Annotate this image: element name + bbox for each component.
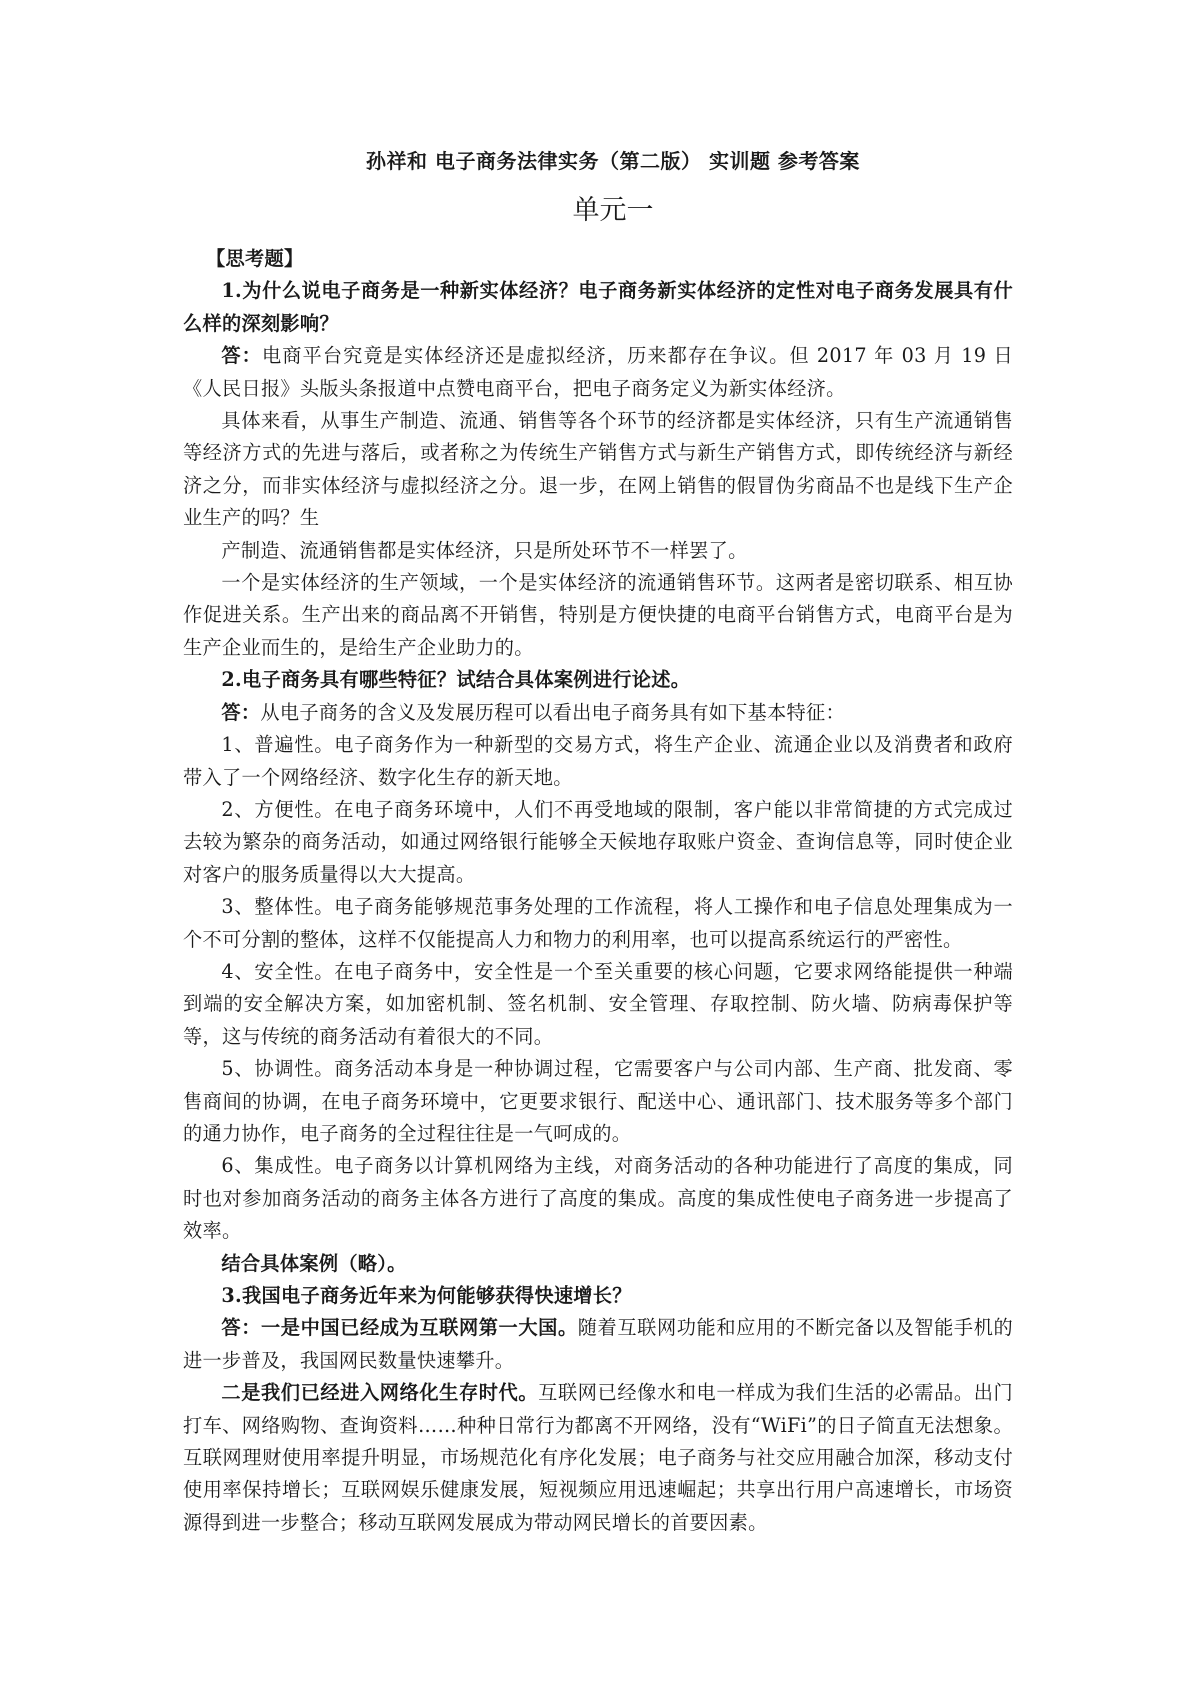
feature-item-6: 6、集成性。电子商务以计算机网络为主线，对商务活动的各种功能进行了高度的集成，同时也对参加商务活动的商务主体各方进行了高度的集成。高度的集成性使电子商务进一步提高了效率。 [183, 1154, 1013, 1243]
feature-item-5: 5、协调性。商务活动本身是一种协调过程，它需要客户与公司内部、生产商、批发商、零售商间的协调，在电子商务环境中，它更要求银行、配送中心、通讯部门、技术服务等多个部门的通力协作，电子商务的全过程往往是一气呵成的。 [183, 1057, 1013, 1145]
answer-1-text: 电商平台究竟是实体经济还是虚拟经济，历来都存在争议。但 2017 年 03 月 19 日《人民日报》头版头条报道中点赞电商平台，把电子商务定义为新实体经济。 [183, 344, 1013, 400]
document-title: 孙祥和 电子商务法律实务（第二版） 实训题 参考答案 [366, 149, 860, 173]
answer-1-paragraph-2: 具体来看，从事生产制造、流通、销售等各个环节的经济都是实体经济，只有生产流通销售等经济方式的先进与落后，或者称之为传统生产销售方式与新生产销售方式，即传统经济与新经济之分，而非实体经济与虚拟经济之分。退一步，在网上销售的假冒伪劣商品不也是线下生产企业生产的吗？生 [183, 409, 1013, 530]
answer-3-point-1 [183, 1312, 1013, 1377]
unit-heading: 单元一 [572, 195, 654, 226]
answer-1-paragraph-4: 一个是实体经济的生产领域，一个是实体经济的流通销售环节。这两者是密切联系、相互协作促进关系。生产出来的商品离不开销售，特别是方便快捷的电商平台销售方式，电商平台是为生产企业而生的，是给生产企业助力的。 [183, 571, 1013, 659]
question-1: 1.为什么说电子商务是一种新实体经济？电子商务新实体经济的定性对电子商务发展具有什么样的深刻影响？ [183, 279, 1013, 335]
document-body [183, 145, 1013, 1539]
answer-3-point-2 [183, 1377, 1013, 1539]
answer-2-text: 从电子商务的含义及发展历程可以看出电子商务具有如下基本特征： [260, 700, 845, 724]
answer-1-paragraph-3: 产制造、流通销售都是实体经济，只是所处环节不一样罢了。 [221, 538, 748, 562]
feature-item-2: 2、方便性。在电子商务环境中，人们不再受地域的限制，客户能以非常简捷的方式完成过去较为繁杂的商务活动，如通过网络银行能够全天候地存取账户资金、查询信息等，同时使企业对客户的服务质量得以大大提高。 [183, 797, 1013, 886]
case-note: 结合具体案例（略）。 [221, 1251, 407, 1275]
question-3: 3.我国电子商务近年来为何能够获得快速增长？ [221, 1284, 632, 1307]
answer-3-point-2-text: 互联网已经像水和电一样成为我们生活的必需品。出门打车、网络购物、查询资料……种种日常行为都离不开网络，没有“WiFi”的日子简直无法想象。互联网理财使用率提升明显，市场规范化有序化发展；电子商务与社交应用融合加深，移动支付使用率保持增长；互联网娱乐健康发展，短视频应用迅速崛起；共享出行用户高速增长，市场资源得到进一步整合；移动互联网发展成为带动网民增长的首要因素。 [183, 1381, 1013, 1534]
answer-label: 答： [221, 344, 262, 368]
feature-item-4: 4、安全性。在电子商务中，安全性是一个至关重要的核心问题，它要求网络能提供一种端到端的安全解决方案，如加密机制、签名机制、安全管理、存取控制、防火墙、防病毒保护等等，这与传统的商务活动有着很大的不同。 [183, 959, 1013, 1048]
answer-1-intro [183, 340, 1013, 405]
question-2: 2.电子商务具有哪些特征？试结合具体案例进行论述。 [221, 668, 691, 692]
feature-item-3: 3、整体性。电子商务能够规范事务处理的工作流程，将人工操作和电子信息处理集成为一个不可分割的整体，这样不仅能提高人力和物力的利用率，也可以提高系统运行的严密性。 [183, 895, 1013, 951]
answer-3-point-1-text: 随着互联网功能和应用的不断完备以及智能手机的进一步普及，我国网民数量快速攀升。 [183, 1316, 1013, 1372]
answer-label: 答： [221, 700, 261, 724]
answer-3-point-1-heading: 答：一是中国已经成为互联网第一大国。 [221, 1316, 578, 1340]
feature-item-1: 1、普遍性。电子商务作为一种新型的交易方式，将生产企业、流通企业以及消费者和政府带入了一个网络经济、数字化生存的新天地。 [183, 733, 1013, 789]
section-heading: 【思考题】 [206, 247, 304, 270]
answer-2-intro [183, 697, 1013, 729]
answer-3-point-2-heading: 二是我们已经进入网络化生存时代。 [221, 1381, 539, 1405]
